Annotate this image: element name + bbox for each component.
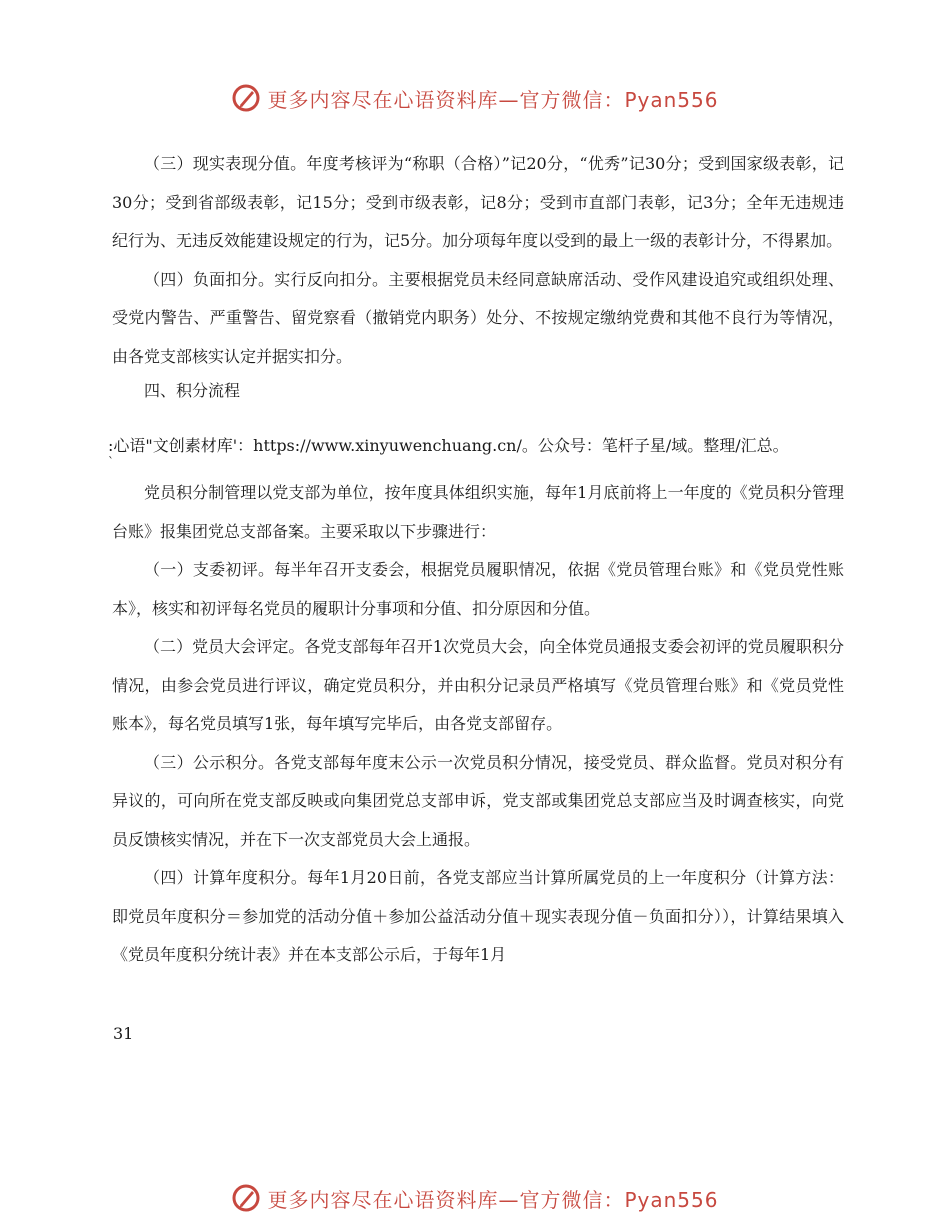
banner-text: 更多内容尽在心语资料库—官方微信：Pyan556 bbox=[267, 1187, 719, 1212]
document-body-upper bbox=[112, 145, 844, 406]
document-body-lower bbox=[112, 474, 844, 975]
paragraph: （二）党员大会评定。各党支部每年召开1次党员大会，向全体党员通报支委会初评的党员履职积分情况，由参会党员进行评议，确定党员积分，并由积分记录员严格填写《党员管理台账》和《党员党性账本》，每名党员填写1张，每年填写完毕后，由各党支部留存。 bbox=[112, 637, 844, 733]
section-heading: 四、积分流程 bbox=[144, 381, 241, 400]
paragraph: 党员积分制管理以党支部为单位，按年度具体组织实施，每年1月底前将上一年度的《党员积分管理台账》报集团党总支部备案。主要采取以下步骤进行： bbox=[112, 483, 844, 541]
header-banner bbox=[0, 78, 950, 118]
paragraph: （三）现实表现分值。年度考核评为“称职（合格）”记20分，“优秀”记30分；受到国家级表彰，记30分；受到省部级表彰，记15分；受到市级表彰，记8分；受到市直部门表彰，记3分；全年无违规违纪行为、无违反效能建设规定的行为，记5分。加分项每年度以受到的最上一级的表彰计分，不得累加。 bbox=[112, 154, 844, 250]
paragraph: （四）计算年度积分。每年1月20日前，各党支部应当计算所属党员的上一年度积分（计算方法：即党员年度积分＝参加党的活动分值＋参加公益活动分值＋现实表现分值－负面扣分）），计算结果填入《党员年度积分统计表》并在本支部公示后，于每年1月 bbox=[112, 868, 844, 964]
watermark-text: :心语"文创素材库'：https://www.xinyuwenchuang.cn/。公众号：笔杆子星/域。整理/汇总。 bbox=[108, 436, 789, 455]
watermark-mark: ` bbox=[108, 455, 114, 469]
fountain-pen-logo-icon bbox=[231, 1183, 261, 1213]
fountain-pen-logo-icon bbox=[231, 83, 261, 113]
paragraph: （一）支委初评。每半年召开支委会，根据党员履职情况，依据《党员管理台账》和《党员党性账本》，核实和初评每名党员的履职计分事项和分值、扣分原因和分值。 bbox=[112, 560, 844, 618]
watermark-line bbox=[108, 435, 908, 469]
paragraph: （四）负面扣分。实行反向扣分。主要根据党员未经同意缺席活动、受作风建设追究或组织处理、受党内警告、严重警告、留党察看（撤销党内职务）处分、不按规定缴纳党费和其他不良行为等情况，由各党支部核实认定并据实扣分。 bbox=[112, 269, 844, 366]
banner-text: 更多内容尽在心语资料库—官方微信：Pyan556 bbox=[267, 87, 719, 112]
paragraph: （三）公示积分。各党支部每年度末公示一次党员积分情况，接受党员、群众监督。党员对积分有异议的，可向所在党支部反映或向集团党总支部申诉，党支部或集团党总支部应当及时调查核实，向党员反馈核实情况，并在下一次支部党员大会上通报。 bbox=[112, 752, 844, 849]
page-number: 31 bbox=[113, 1024, 134, 1043]
footer-banner bbox=[0, 1178, 950, 1218]
